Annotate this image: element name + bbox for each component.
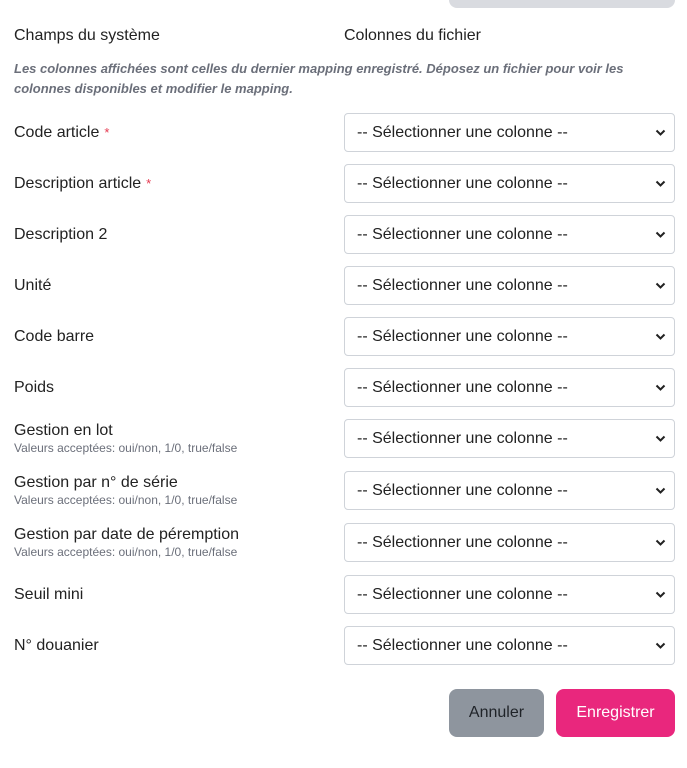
mapping-row-gestion-en-lot xyxy=(14,419,676,471)
mapping-note: Les colonnes affichées sont celles du dernier mapping enregistré. Déposez un fichier pour voir les colonnes disponibles et modifier le mapping. xyxy=(14,61,624,96)
select-value: -- Sélectionner une colonne -- xyxy=(357,429,568,447)
file-columns-heading: Colonnes du fichier xyxy=(344,27,481,44)
mapping-row-description-article xyxy=(14,164,676,215)
field-label: Description 2 xyxy=(14,226,108,243)
column-select-no-douanier[interactable] xyxy=(344,626,675,665)
save-button[interactable]: Enregistrer xyxy=(556,689,675,737)
field-label: Gestion en lot xyxy=(14,422,113,439)
mapping-header xyxy=(14,27,676,47)
field-help-text: Valeurs acceptées: oui/non, 1/0, true/false xyxy=(14,441,238,455)
column-select-seuil-mini[interactable] xyxy=(344,575,675,614)
form-actions xyxy=(449,689,675,737)
mapping-row-gestion-serie xyxy=(14,471,676,523)
select-value: -- Sélectionner une colonne -- xyxy=(357,327,568,345)
mapping-row-poids xyxy=(14,368,676,419)
column-select-gestion-serie[interactable] xyxy=(344,471,675,510)
select-value: -- Sélectionner une colonne -- xyxy=(357,225,568,243)
cancel-button[interactable]: Annuler xyxy=(449,689,544,737)
field-label: Gestion par n° de série xyxy=(14,474,178,491)
column-select-code-article[interactable] xyxy=(344,113,675,152)
mapping-row-description-2 xyxy=(14,215,676,266)
field-label: Gestion par date de péremption xyxy=(14,526,240,543)
column-select-unite[interactable] xyxy=(344,266,675,305)
field-label: Unité xyxy=(14,277,52,294)
chevron-down-icon xyxy=(655,331,666,342)
field-help-text: Valeurs acceptées: oui/non, 1/0, true/false xyxy=(14,545,238,559)
column-select-gestion-peremption[interactable] xyxy=(344,523,675,562)
select-value: -- Sélectionner une colonne -- xyxy=(357,276,568,294)
column-select-code-barre[interactable] xyxy=(344,317,675,356)
field-label: N° douanier xyxy=(14,637,99,654)
mapping-row-code-barre xyxy=(14,317,676,368)
chevron-down-icon xyxy=(655,127,666,138)
system-fields-heading: Champs du système xyxy=(14,27,160,44)
chevron-down-icon xyxy=(655,640,666,651)
column-select-poids[interactable] xyxy=(344,368,675,407)
mapping-row-unite xyxy=(14,266,676,317)
chevron-down-icon xyxy=(655,229,666,240)
field-label: Seuil mini xyxy=(14,586,84,603)
select-value: -- Sélectionner une colonne -- xyxy=(357,481,568,499)
select-value: -- Sélectionner une colonne -- xyxy=(357,123,568,141)
column-select-gestion-en-lot[interactable] xyxy=(344,419,675,458)
field-label: Description article xyxy=(14,175,142,192)
field-help-text: Valeurs acceptées: oui/non, 1/0, true/false xyxy=(14,493,238,507)
field-label: Code barre xyxy=(14,328,95,345)
chevron-down-icon xyxy=(655,382,666,393)
top-button-edge[interactable] xyxy=(449,0,675,8)
select-value: -- Sélectionner une colonne -- xyxy=(357,585,568,603)
required-marker: * xyxy=(104,125,110,140)
mapping-row-no-douanier xyxy=(14,626,676,677)
select-value: -- Sélectionner une colonne -- xyxy=(357,636,568,654)
field-mapping-list xyxy=(14,113,676,677)
mapping-row-code-article xyxy=(14,113,676,164)
chevron-down-icon xyxy=(655,485,666,496)
chevron-down-icon xyxy=(655,280,666,291)
chevron-down-icon xyxy=(655,537,666,548)
mapping-row-gestion-peremption xyxy=(14,523,676,575)
mapping-row-seuil-mini xyxy=(14,575,676,626)
field-label: Poids xyxy=(14,379,55,396)
chevron-down-icon xyxy=(655,178,666,189)
select-value: -- Sélectionner une colonne -- xyxy=(357,378,568,396)
chevron-down-icon xyxy=(655,433,666,444)
column-select-description-article[interactable] xyxy=(344,164,675,203)
required-marker: * xyxy=(146,176,152,191)
select-value: -- Sélectionner une colonne -- xyxy=(357,533,568,551)
column-select-description-2[interactable] xyxy=(344,215,675,254)
chevron-down-icon xyxy=(655,589,666,600)
select-value: -- Sélectionner une colonne -- xyxy=(357,174,568,192)
field-label: Code article xyxy=(14,124,100,141)
